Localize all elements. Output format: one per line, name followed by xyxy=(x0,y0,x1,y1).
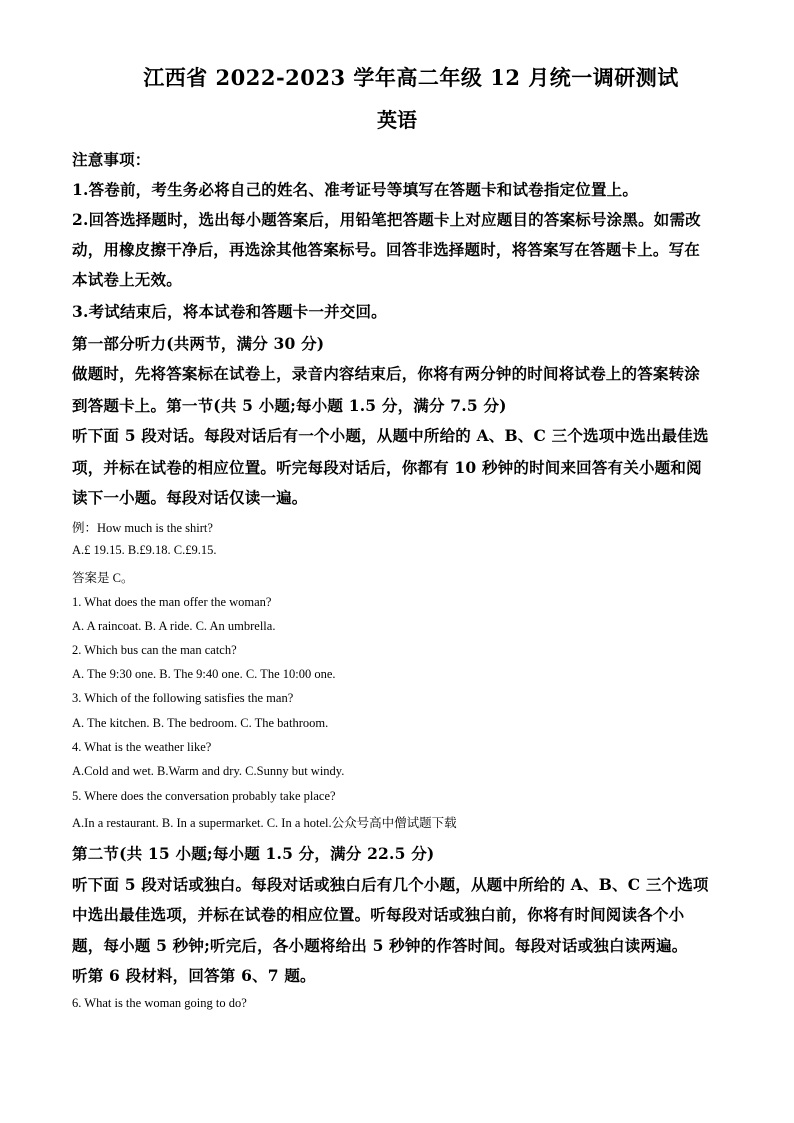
question-6: 6. What is the woman going to do? xyxy=(72,996,247,1010)
notice-heading: 注意事项： xyxy=(72,150,151,169)
section1-instructions-line-3: 读下一小题。每段对话仅读一遍。 xyxy=(72,488,308,507)
question-3: 3. Which of the following satisfies the man? xyxy=(72,691,294,705)
section2-instructions-line-2: 中选出最佳选项，并标在试卷的相应位置。听每段对话或独白前，你将有时间阅读各个小 xyxy=(72,905,685,924)
notice-item-2-line-2: 动，用橡皮擦干净后，再选涂其他答案标号。回答非选择题时，将答案写在答题卡上。写在 xyxy=(72,240,701,259)
section2-instructions-line-1: 听下面 5 段对话或独白。每段对话或独白后有几个小题，从题中所给的 A、B、C 三个选项 xyxy=(72,875,709,894)
question-5: 5. Where does the conversation probably take place? xyxy=(72,789,336,803)
section2-heading: 第二节(共 15 小题;每小题 1.5 分，满分 22.5 分) xyxy=(72,844,435,863)
example-answer: 答案是 C。 xyxy=(72,571,134,585)
section1-instructions-line-1: 听下面 5 段对话。每段对话后有一个小题，从题中所给的 A、B、C 三个选项中选出最佳选 xyxy=(72,426,709,445)
part1-intro-line-1: 做题时，先将答案标在试卷上，录音内容结束后，你将有两分钟的时间将试卷上的答案转涂 xyxy=(72,364,701,383)
part1-intro-line-2: 到答题卡上。第一节(共 5 小题;每小题 1.5 分，满分 7.5 分) xyxy=(72,396,507,415)
example-options: A.£ 19.15. B.£9.18. C.£9.15. xyxy=(72,543,217,557)
question-4: 4. What is the weather like? xyxy=(72,740,212,754)
notice-item-1: 1.答卷前，考生务必将自己的姓名、准考证号等填写在答题卡和试卷指定位置上。 xyxy=(72,180,639,199)
question-1: 1. What does the man offer the woman? xyxy=(72,595,272,609)
question-3-options: A. The kitchen. B. The bedroom. C. The bathroom. xyxy=(72,716,329,730)
exam-title: 江西省 2022-2023 学年高二年级 12 月统一调研测试 xyxy=(143,65,679,90)
subject-title: 英语 xyxy=(377,108,417,132)
section2-instructions-line-3: 题，每小题 5 秒钟;听完后，各小题将给出 5 秒钟的作答时间。每段对话或独白读两遍。 xyxy=(72,936,688,955)
question-2: 2. Which bus can the man catch? xyxy=(72,643,237,657)
notice-item-3: 3.考试结束后，将本试卷和答题卡一并交回。 xyxy=(72,302,387,321)
question-2-options: A. The 9:30 one. B. The 9:40 one. C. The 10:00 one. xyxy=(72,667,336,681)
question-5-options: A.In a restaurant. B. In a supermarket. C. In a hotel.公众号高中僧试题下载 xyxy=(72,816,457,830)
part1-heading: 第一部分听力(共两节，满分 30 分) xyxy=(72,334,325,353)
question-4-options: A.Cold and wet. B.Warm and dry. C.Sunny but windy. xyxy=(72,764,345,778)
notice-item-2-line-3: 本试卷上无效。 xyxy=(72,270,182,289)
section1-instructions-line-2: 项，并标在试卷的相应位置。听完每段对话后，你都有 10 秒钟的时间来回答有关小题和阅 xyxy=(72,458,702,477)
notice-item-2-line-1: 2.回答选择题时，选出每小题答案后，用铅笔把答题卡上对应题目的答案标号涂黑。如需改 xyxy=(72,210,701,229)
question-1-options: A. A raincoat. B. A ride. C. An umbrella. xyxy=(72,619,276,633)
example-question: 例：How much is the shirt? xyxy=(72,521,213,535)
material-6-instruction: 听第 6 段材料，回答第 6、7 题。 xyxy=(72,966,316,985)
